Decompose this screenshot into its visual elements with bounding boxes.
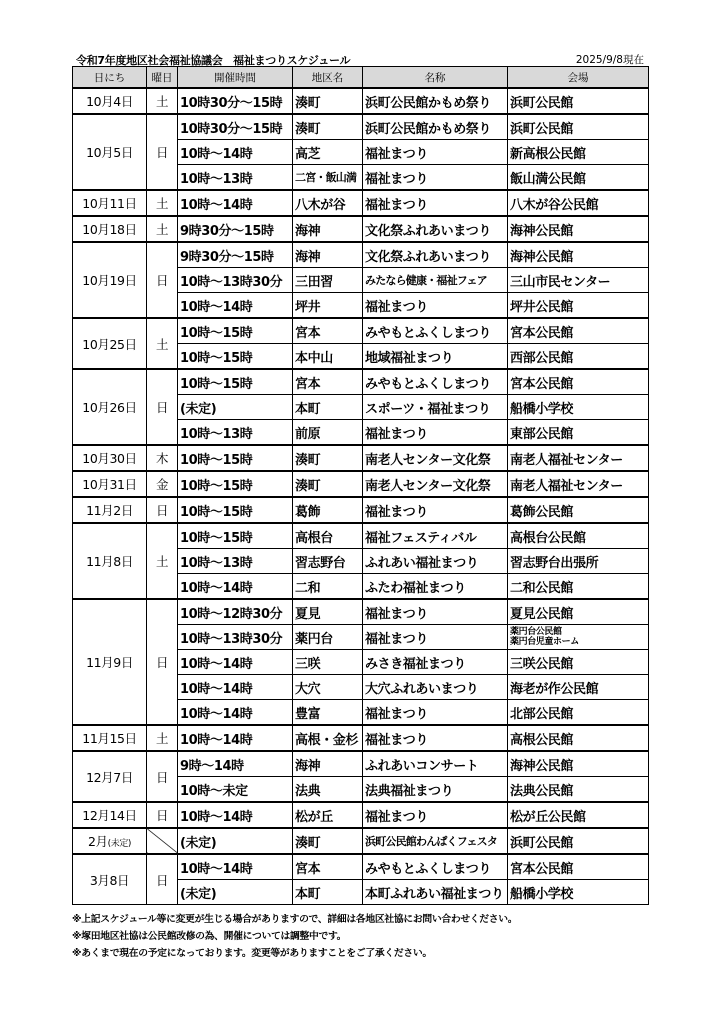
event-time: 10時～15時 xyxy=(178,471,293,497)
weekday: 土 xyxy=(147,190,178,216)
district-name: 宮本 xyxy=(293,854,363,880)
schedule-row xyxy=(73,751,649,777)
district-name: 湊町 xyxy=(293,828,363,854)
venue: 浜町公民館 xyxy=(508,88,649,114)
event-date xyxy=(73,497,147,523)
header-date: 日にち xyxy=(73,67,147,89)
event-name: 地域福祉まつり xyxy=(363,344,508,370)
district-name: 本町 xyxy=(293,395,363,420)
event-date xyxy=(73,242,147,318)
note-line: ※上記スケジュール等に変更が生じる場合がありますので、詳細は各地区社協にお問い合わせください。 xyxy=(72,914,518,925)
venue: 海神公民館 xyxy=(508,242,649,268)
venue: 葛飾公民館 xyxy=(508,497,649,523)
date-text: 10月25日 xyxy=(82,336,137,352)
event-time: 10時～15時 xyxy=(178,369,293,395)
event-name: 本町ふれあい福祉まつり xyxy=(363,880,508,905)
event-time: (未定) xyxy=(178,880,293,905)
event-time: 10時30分～15時 xyxy=(178,114,293,140)
event-date xyxy=(73,114,147,190)
district-name: 坪井 xyxy=(293,293,363,319)
district-name: 宮本 xyxy=(293,318,363,344)
date-text: 11月9日 xyxy=(86,655,133,670)
schedule-row xyxy=(73,190,649,216)
event-name: 南老人センター文化祭 xyxy=(363,471,508,497)
event-name: 福祉まつり xyxy=(363,625,508,650)
event-date xyxy=(73,751,147,802)
event-time: 10時～14時 xyxy=(178,574,293,600)
district-name: 前原 xyxy=(293,420,363,446)
event-name: ふれあいコンサート xyxy=(363,751,508,777)
header-venue: 会場 xyxy=(508,67,649,89)
table-header-row xyxy=(73,67,649,89)
event-date xyxy=(73,471,147,497)
event-time: 10時～14時 xyxy=(178,650,293,675)
event-time: 10時～12時30分 xyxy=(178,599,293,625)
schedule-row xyxy=(73,854,649,880)
event-time: 10時30分～15時 xyxy=(178,88,293,114)
event-name: 文化祭ふれあいまつり xyxy=(363,216,508,242)
event-time: 9時～14時 xyxy=(178,751,293,777)
note-line: ※あくまで現在の予定になっております。変更等がありますことをご了承ください。 xyxy=(72,948,432,959)
event-time: 10時～13時30分 xyxy=(178,268,293,293)
schedule-row xyxy=(73,828,649,854)
date-text: 12月7日 xyxy=(86,769,133,785)
event-time: 10時～13時 xyxy=(178,165,293,191)
weekday: 日 xyxy=(147,242,178,318)
venue: 海神公民館 xyxy=(508,216,649,242)
district-name: 海神 xyxy=(293,216,363,242)
weekday: 日 xyxy=(147,802,178,828)
event-name: 浜町公民館わんぱくフェスタ xyxy=(363,828,508,854)
date-text: 11月15日 xyxy=(82,731,137,746)
district-name: 薬円台 xyxy=(293,625,363,650)
note-line: ※塚田地区社協は公民館改修の為、開催については調整中です。 xyxy=(72,931,347,942)
venue: 海神公民館 xyxy=(508,751,649,777)
event-name: みやもとふくしまつり xyxy=(363,854,508,880)
venue: 坪井公民館 xyxy=(508,293,649,319)
event-time: 10時～14時 xyxy=(178,802,293,828)
district-name: 高根台 xyxy=(293,523,363,549)
event-name: みやもとふくしまつり xyxy=(363,318,508,344)
district-name: 湊町 xyxy=(293,445,363,471)
as-of-date: 2025/9/8現在 xyxy=(575,54,644,66)
venue: 新高根公民館 xyxy=(508,140,649,165)
venue: 船橋小学校 xyxy=(508,395,649,420)
event-time: 10時～14時 xyxy=(178,293,293,319)
event-name: 福祉まつり xyxy=(363,293,508,319)
venue: 法典公民館 xyxy=(508,777,649,803)
header-area: 地区名 xyxy=(293,67,363,89)
weekday: 土 xyxy=(147,523,178,599)
venue: 西部公民館 xyxy=(508,344,649,370)
district-name: 二和 xyxy=(293,574,363,600)
event-date xyxy=(73,854,147,905)
event-time: 9時30分～15時 xyxy=(178,242,293,268)
schedule-row xyxy=(73,445,649,471)
district-name: 三田習 xyxy=(293,268,363,293)
venue: 高根台公民館 xyxy=(508,523,649,549)
date-text: 11月8日 xyxy=(86,554,133,569)
event-time: 10時～14時 xyxy=(178,700,293,726)
venue: 三咲公民館 xyxy=(508,650,649,675)
event-time: 10時～14時 xyxy=(178,725,293,751)
event-time: 10時～15時 xyxy=(178,445,293,471)
venue: 松が丘公民館 xyxy=(508,802,649,828)
schedule-row xyxy=(73,471,649,497)
weekday: 土 xyxy=(147,725,178,751)
schedule-row xyxy=(73,242,649,268)
venue: 海老が作公民館 xyxy=(508,675,649,700)
venue: 宮本公民館 xyxy=(508,369,649,395)
date-text: 3月8日 xyxy=(89,872,130,888)
schedule-body xyxy=(73,88,649,905)
schedule-row xyxy=(73,88,649,114)
schedule-row xyxy=(73,114,649,140)
schedule-row xyxy=(73,725,649,751)
event-name: 福祉まつり xyxy=(363,420,508,446)
schedule-row xyxy=(73,802,649,828)
weekday: 日 xyxy=(147,114,178,190)
event-time: (未定) xyxy=(178,395,293,420)
venue: 北部公民館 xyxy=(508,700,649,726)
venue: 浜町公民館 xyxy=(508,828,649,854)
date-text: 10月4日 xyxy=(86,94,133,109)
venue: 八木が谷公民館 xyxy=(508,190,649,216)
header-weekday: 曜日 xyxy=(147,67,178,89)
district-name: 本中山 xyxy=(293,344,363,370)
document-header xyxy=(72,50,648,66)
district-name: 二宮・飯山満 xyxy=(293,165,363,191)
venue: 夏見公民館 xyxy=(508,599,649,625)
weekday: 日 xyxy=(147,751,178,802)
district-name: 習志野台 xyxy=(293,549,363,574)
event-name: 浜町公民館かもめ祭り xyxy=(363,88,508,114)
document-title: 令和7年度地区社会福祉協議会 福祉まつりスケジュール xyxy=(76,54,351,67)
header-time: 開催時間 xyxy=(178,67,293,89)
date-text: 10月30日 xyxy=(82,451,137,466)
district-name: 豊富 xyxy=(293,700,363,726)
district-name: 高芝 xyxy=(293,140,363,165)
schedule-row xyxy=(73,523,649,549)
district-name: 高根・金杉 xyxy=(293,725,363,751)
event-time: 10時～15時 xyxy=(178,318,293,344)
district-name: 松が丘 xyxy=(293,802,363,828)
event-date xyxy=(73,523,147,599)
district-name: 海神 xyxy=(293,242,363,268)
event-time: 10時～13時 xyxy=(178,549,293,574)
event-date xyxy=(73,445,147,471)
district-name: 宮本 xyxy=(293,369,363,395)
event-date xyxy=(73,828,147,854)
date-text: 10月11日 xyxy=(82,196,137,211)
district-name: 本町 xyxy=(293,880,363,905)
event-date xyxy=(73,725,147,751)
event-time: 10時～15時 xyxy=(178,523,293,549)
district-name: 三咲 xyxy=(293,650,363,675)
event-name: 福祉まつり xyxy=(363,190,508,216)
weekday: 金 xyxy=(147,471,178,497)
event-time: 10時～15時 xyxy=(178,344,293,370)
event-time: 10時～14時 xyxy=(178,675,293,700)
event-date xyxy=(73,802,147,828)
weekday: 土 xyxy=(147,216,178,242)
venue: 習志野台出張所 xyxy=(508,549,649,574)
venue: 船橋小学校 xyxy=(508,880,649,905)
district-name: 湊町 xyxy=(293,88,363,114)
event-name: 文化祭ふれあいまつり xyxy=(363,242,508,268)
weekday: 土 xyxy=(147,318,178,369)
date-note: (未定) xyxy=(107,839,132,849)
event-name: 福祉まつり xyxy=(363,140,508,165)
venue: 宮本公民館 xyxy=(508,854,649,880)
schedule-row xyxy=(73,318,649,344)
schedule-row xyxy=(73,369,649,395)
district-name: 海神 xyxy=(293,751,363,777)
weekday: 日 xyxy=(147,369,178,445)
weekday: 日 xyxy=(147,854,178,905)
venue: 宮本公民館 xyxy=(508,318,649,344)
event-date xyxy=(73,599,147,725)
schedule-row xyxy=(73,599,649,625)
event-date xyxy=(73,369,147,445)
district-name: 葛飾 xyxy=(293,497,363,523)
event-time: (未定) xyxy=(178,828,293,854)
district-name: 大穴 xyxy=(293,675,363,700)
event-time: 10時～13時30分 xyxy=(178,625,293,650)
event-name: ふれあい福祉まつり xyxy=(363,549,508,574)
event-name: ふたわ福祉まつり xyxy=(363,574,508,600)
venue: 高根公民館 xyxy=(508,725,649,751)
notes xyxy=(72,911,648,962)
district-name: 八木が谷 xyxy=(293,190,363,216)
weekday xyxy=(147,828,178,854)
schedule-row xyxy=(73,497,649,523)
header-event-name: 名称 xyxy=(363,67,508,89)
date-text: 10月18日 xyxy=(82,222,137,237)
event-name: 福祉まつり xyxy=(363,165,508,191)
event-name: 福祉まつり xyxy=(363,725,508,751)
event-name: スポーツ・福祉まつり xyxy=(363,395,508,420)
weekday: 土 xyxy=(147,88,178,114)
event-name: 法典福祉まつり xyxy=(363,777,508,803)
weekday: 日 xyxy=(147,497,178,523)
date-text: 2月 xyxy=(87,834,108,849)
weekday: 日 xyxy=(147,599,178,725)
schedule-row xyxy=(73,216,649,242)
venue: 浜町公民館 xyxy=(508,114,649,140)
event-name: みやもとふくしまつり xyxy=(363,369,508,395)
schedule-table xyxy=(72,66,649,905)
date-text: 10月26日 xyxy=(82,400,137,415)
date-text: 12月14日 xyxy=(82,808,137,823)
venue: 飯山満公民館 xyxy=(508,165,649,191)
event-time: 10時～15時 xyxy=(178,497,293,523)
weekday: 木 xyxy=(147,445,178,471)
district-name: 法典 xyxy=(293,777,363,803)
event-name: 大穴ふれあいまつり xyxy=(363,675,508,700)
event-name: 浜町公民館かもめ祭り xyxy=(363,114,508,140)
date-text: 11月2日 xyxy=(86,503,133,518)
date-text: 10月19日 xyxy=(82,273,137,288)
event-name: 福祉まつり xyxy=(363,802,508,828)
event-name: 福祉まつり xyxy=(363,700,508,726)
event-time: 9時30分～15時 xyxy=(178,216,293,242)
event-date xyxy=(73,216,147,242)
venue: 南老人福祉センター xyxy=(508,471,649,497)
date-text: 10月31日 xyxy=(82,477,137,492)
district-name: 湊町 xyxy=(293,471,363,497)
event-name: 福祉フェスティバル xyxy=(363,523,508,549)
district-name: 夏見 xyxy=(293,599,363,625)
event-name: 南老人センター文化祭 xyxy=(363,445,508,471)
venue: 三山市民センター xyxy=(508,268,649,293)
event-time: 10時～14時 xyxy=(178,140,293,165)
event-name: みたなら健康・福祉フェア xyxy=(363,268,508,293)
district-name: 湊町 xyxy=(293,114,363,140)
venue: 東部公民館 xyxy=(508,420,649,446)
schedule-page xyxy=(72,50,648,962)
venue: 南老人福祉センター xyxy=(508,445,649,471)
event-name: 福祉まつり xyxy=(363,599,508,625)
venue: 薬円台公民館 薬円台児童ホーム xyxy=(508,625,649,650)
event-date xyxy=(73,318,147,369)
venue: 二和公民館 xyxy=(508,574,649,600)
event-name: みさき福祉まつり xyxy=(363,650,508,675)
event-time: 10時～14時 xyxy=(178,190,293,216)
event-name: 福祉まつり xyxy=(363,497,508,523)
event-date xyxy=(73,88,147,114)
event-time: 10時～未定 xyxy=(178,777,293,803)
date-text: 10月5日 xyxy=(86,145,133,160)
event-time: 10時～13時 xyxy=(178,420,293,446)
event-date xyxy=(73,190,147,216)
event-time: 10時～14時 xyxy=(178,854,293,880)
